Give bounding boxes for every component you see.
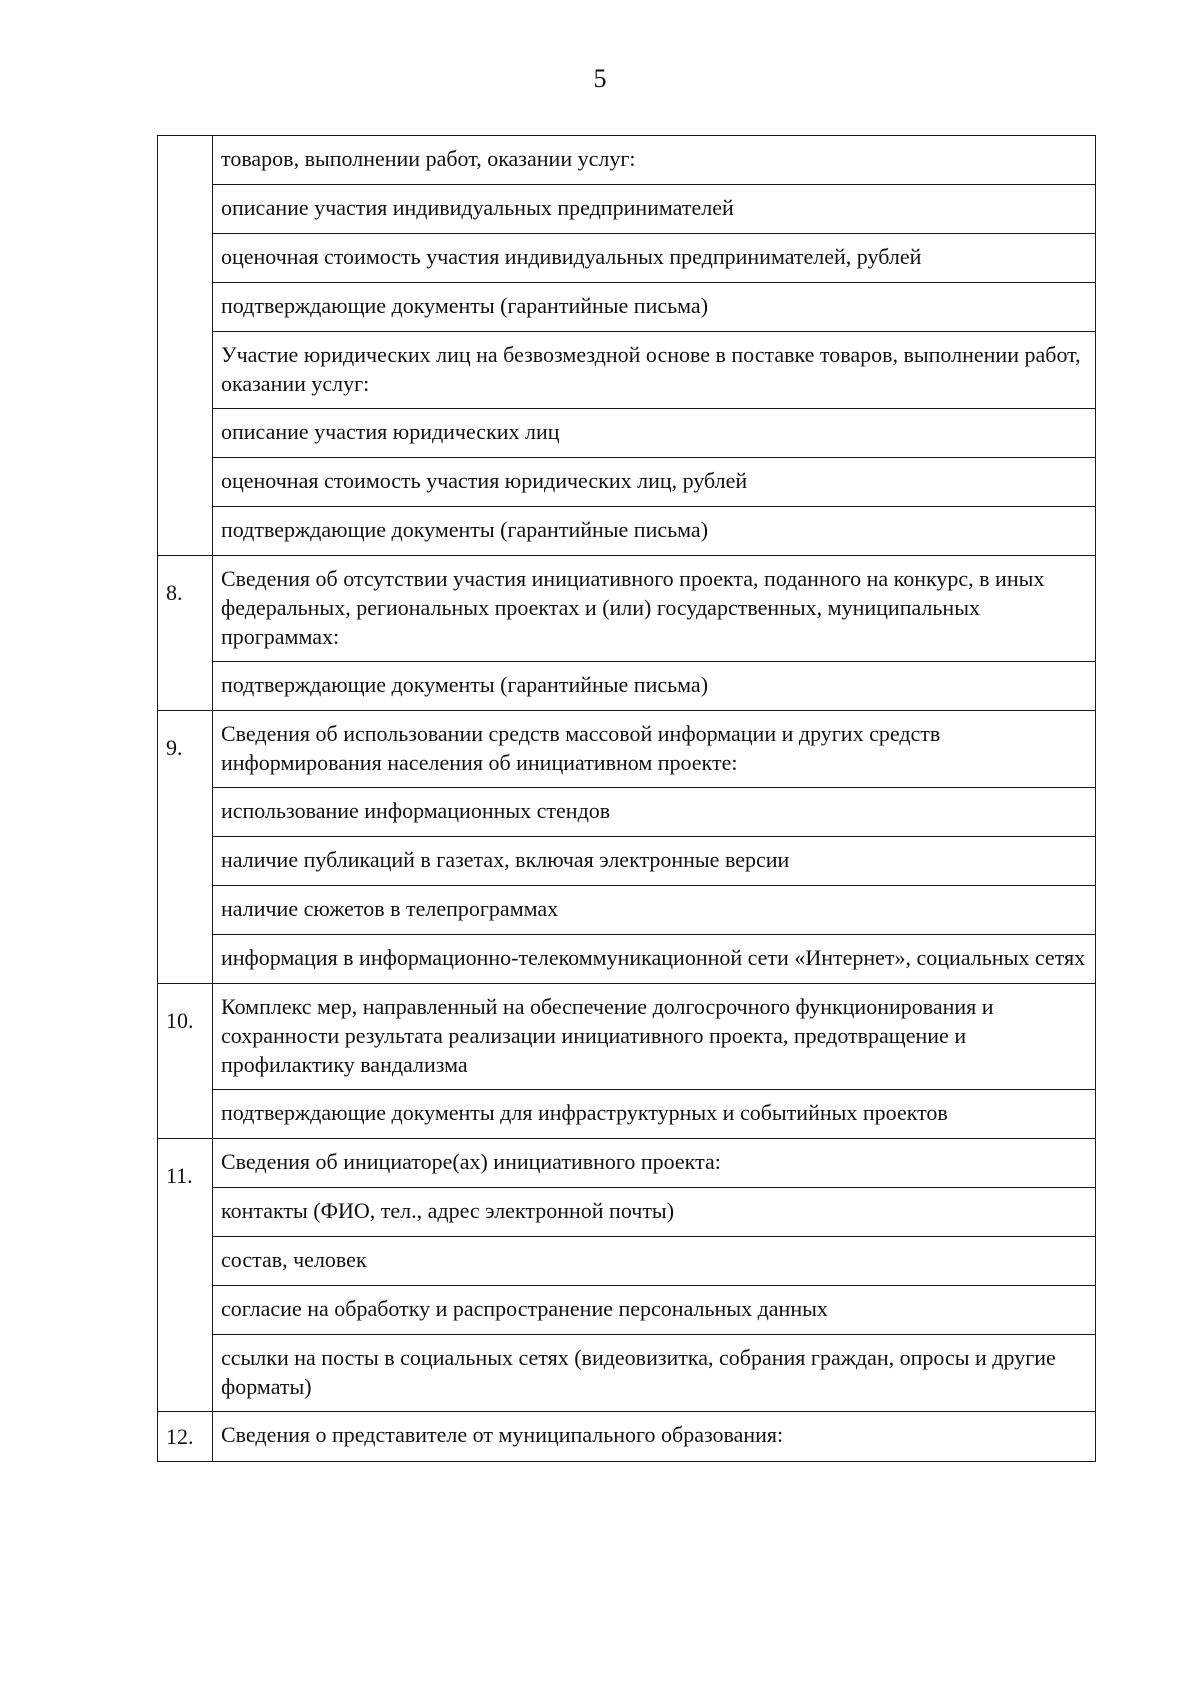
section-number	[158, 136, 213, 556]
row-text: Сведения об использовании средств массовой информации и других средств информирования населения об инициативном проекте:	[213, 711, 1096, 788]
table-row	[158, 1237, 1096, 1286]
row-text: Участие юридических лиц на безвозмездной основе в поставке товаров, выполнении работ, оказании услуг:	[213, 332, 1096, 409]
table-row	[158, 185, 1096, 234]
table-row	[158, 1412, 1096, 1462]
table-row	[158, 1139, 1096, 1188]
row-text: Сведения об отсутствии участия инициативного проекта, поданного на конкурс, в иных федеральных, региональных проектах и (или) государственных, муниципальных программах:	[213, 556, 1096, 662]
row-text: Комплекс мер, направленный на обеспечение долгосрочного функционирования и сохранности результата реализации инициативного проекта, предотвращение и профилактику вандализма	[213, 984, 1096, 1090]
row-text: информация в информационно-телекоммуникационной сети «Интернет», социальных сетях	[213, 935, 1096, 984]
row-text: наличие сюжетов в телепрограммах	[213, 886, 1096, 935]
section-number: 9.	[158, 711, 213, 984]
table-row	[158, 788, 1096, 837]
section-number: 8.	[158, 556, 213, 711]
row-text: товаров, выполнении работ, оказании услуг:	[213, 136, 1096, 185]
table-row	[158, 234, 1096, 283]
row-text: контакты (ФИО, тел., адрес электронной почты)	[213, 1188, 1096, 1237]
row-text: состав, человек	[213, 1237, 1096, 1286]
page-number: 5	[593, 64, 607, 93]
section-number: 12.	[158, 1412, 213, 1462]
row-text: подтверждающие документы (гарантийные письма)	[213, 507, 1096, 556]
table-row	[158, 1188, 1096, 1237]
table-row	[158, 283, 1096, 332]
table-row	[158, 556, 1096, 662]
row-text: оценочная стоимость участия индивидуальных предпринимателей, рублей	[213, 234, 1096, 283]
row-text: подтверждающие документы (гарантийные письма)	[213, 662, 1096, 711]
table-row	[158, 935, 1096, 984]
table-row	[158, 136, 1096, 185]
row-text: использование информационных стендов	[213, 788, 1096, 837]
row-text: подтверждающие документы для инфраструктурных и событийных проектов	[213, 1090, 1096, 1139]
row-text: ссылки на посты в социальных сетях (видеовизитка, собрания граждан, опросы и другие форматы)	[213, 1335, 1096, 1412]
table-row	[158, 662, 1096, 711]
table-row	[158, 409, 1096, 458]
row-text: подтверждающие документы (гарантийные письма)	[213, 283, 1096, 332]
section-number: 11.	[158, 1139, 213, 1412]
table-row	[158, 507, 1096, 556]
row-text: Сведения о представителе от муниципального образования:	[213, 1412, 1096, 1462]
table-row	[158, 837, 1096, 886]
table-row	[158, 332, 1096, 409]
row-text: Сведения об инициаторе(ах) инициативного проекта:	[213, 1139, 1096, 1188]
row-text: оценочная стоимость участия юридических лиц, рублей	[213, 458, 1096, 507]
row-text: согласие на обработку и распространение персональных данных	[213, 1286, 1096, 1335]
table-row	[158, 1090, 1096, 1139]
table-row	[158, 984, 1096, 1090]
row-text: описание участия юридических лиц	[213, 409, 1096, 458]
table-row	[158, 1286, 1096, 1335]
row-text: описание участия индивидуальных предпринимателей	[213, 185, 1096, 234]
table-row	[158, 711, 1096, 788]
table-row	[158, 458, 1096, 507]
form-table	[157, 135, 1096, 1462]
section-number: 10.	[158, 984, 213, 1139]
row-text: наличие публикаций в газетах, включая электронные версии	[213, 837, 1096, 886]
table-row	[158, 1335, 1096, 1412]
table-row	[158, 886, 1096, 935]
